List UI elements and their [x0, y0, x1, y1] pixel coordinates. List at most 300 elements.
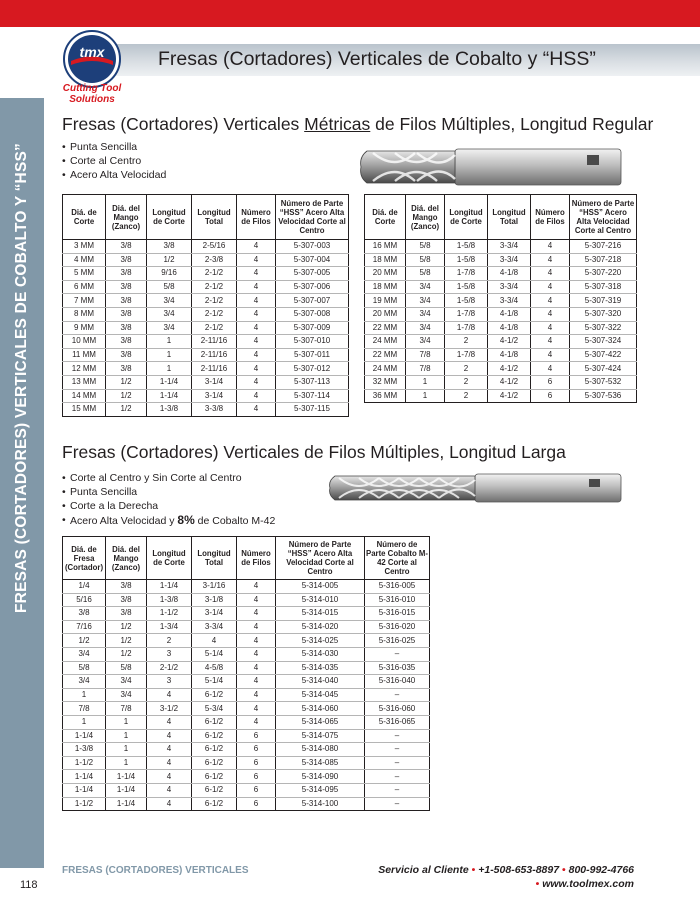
tmx-logo-icon: [63, 30, 121, 88]
table-cell: 5-314-065: [276, 715, 365, 729]
col-header: Longitud Total: [192, 195, 237, 240]
table-cell: 4-5/8: [192, 661, 237, 675]
table-cell: 1-1/4: [106, 770, 147, 784]
table-cell: 2: [445, 375, 488, 389]
table-cell: 6: [237, 756, 276, 770]
col-header: Diá. del Mango (Zanco): [106, 537, 147, 580]
table-cell: 1: [147, 335, 192, 349]
table-cell: 4: [237, 607, 276, 621]
table-cell: 10 MM: [63, 335, 106, 349]
table-cell: 9/16: [147, 267, 192, 281]
table-cell: 5-307-220: [570, 267, 637, 281]
table-row: [63, 729, 430, 743]
table-cell: 3/8: [106, 240, 147, 254]
table-cell: 8 MM: [63, 307, 106, 321]
table-cell: 4: [531, 253, 570, 267]
table-cell: 5/8: [406, 253, 445, 267]
table-cell: 4: [237, 688, 276, 702]
table-cell: 1-1/2: [63, 756, 106, 770]
table-cell: 3-1/16: [192, 580, 237, 594]
section-title-metric: [62, 114, 653, 135]
footer-website-line: [378, 877, 634, 891]
section-title-long: Fresas (Cortadores) Verticales de Filos Múltiples, Longitud Larga: [62, 442, 566, 462]
table-row: [63, 743, 430, 757]
table-row: [63, 240, 349, 254]
table-cell: 3/4: [106, 675, 147, 689]
table-cell: 5-316-015: [365, 607, 430, 621]
table-cell: 1-1/4: [147, 580, 192, 594]
table-cell: 5-307-218: [570, 253, 637, 267]
col-header: Número de Parte “HSS” Acero Alta Velocidad Corte al Centro: [570, 195, 637, 240]
table-cell: 4-1/8: [488, 267, 531, 281]
table-cell: 4: [237, 389, 276, 403]
table-cell: 2-11/16: [192, 362, 237, 376]
table-header-row: [63, 195, 349, 240]
table-cell: 4: [147, 729, 192, 743]
col-header: Diá. del Mango (Zanco): [106, 195, 147, 240]
table-metric-right: [364, 194, 637, 403]
table-cell: 4: [237, 580, 276, 594]
table-cell: 4-1/8: [488, 307, 531, 321]
col-header: Número de Parte “HSS” Acero Alta Velocidad Corte al Centro: [276, 537, 365, 580]
table-cell: 2: [445, 335, 488, 349]
table-cell: 2-3/8: [192, 253, 237, 267]
table-cell: 3: [147, 647, 192, 661]
feature-item: • Punta Sencilla: [62, 485, 275, 499]
table-cell: 2: [445, 362, 488, 376]
table-cell: 1-7/8: [445, 267, 488, 281]
table-cell: 6-1/2: [192, 783, 237, 797]
table-cell: 5-1/4: [192, 675, 237, 689]
table-cell: 6 MM: [63, 280, 106, 294]
table-cell: 5-314-075: [276, 729, 365, 743]
table-cell: 1/2: [63, 634, 106, 648]
col-header: Número de Filos: [237, 195, 276, 240]
table-cell: 1/2: [106, 375, 147, 389]
table-cell: 11 MM: [63, 348, 106, 362]
table-cell: 1: [406, 375, 445, 389]
bullet-separator: •: [535, 878, 540, 890]
table-cell: 1: [406, 389, 445, 403]
table-row: [365, 335, 637, 349]
table-cell: 5-307-536: [570, 389, 637, 403]
table-cell: 1/2: [106, 389, 147, 403]
table-cell: 19 MM: [365, 294, 406, 308]
table-row: [365, 362, 637, 376]
feature-item: • Acero Alta Velocidad: [62, 168, 166, 182]
table-header-row: [63, 537, 430, 580]
table-cell: 5-314-030: [276, 647, 365, 661]
table-cell: 5-314-085: [276, 756, 365, 770]
brand-line-1: Cutting Tool: [62, 83, 122, 94]
table-cell: 2-1/2: [192, 294, 237, 308]
table-cell: 4: [237, 702, 276, 716]
table-cell: 4: [237, 335, 276, 349]
table-cell: 3/8: [63, 607, 106, 621]
table-header-row: [365, 195, 637, 240]
table-cell: 5-307-010: [276, 335, 349, 349]
table-cell: 3/4: [147, 321, 192, 335]
feature-item: • Corte a la Derecha: [62, 499, 275, 513]
table-cell: 3/8: [106, 253, 147, 267]
table-cell: 5-316-010: [365, 593, 430, 607]
table-cell: 5-307-006: [276, 280, 349, 294]
table-cell: 1: [106, 715, 147, 729]
table-cell: 6: [237, 770, 276, 784]
table-cell: –: [365, 783, 430, 797]
table-cell: 4: [531, 321, 570, 335]
table-cell: 5-316-020: [365, 620, 430, 634]
table-cell: –: [365, 729, 430, 743]
table-cell: 3/4: [63, 675, 106, 689]
table-cell: 3/4: [106, 688, 147, 702]
table-cell: 1-1/4: [63, 729, 106, 743]
table-cell: 4-1/2: [488, 375, 531, 389]
phone-number: 800-992-4766: [568, 864, 634, 876]
table-cell: 3/8: [106, 362, 147, 376]
table-cell: 2-1/2: [147, 661, 192, 675]
section2-features: [62, 471, 275, 528]
table-cell: 5-316-025: [365, 634, 430, 648]
table-cell: 5-307-113: [276, 375, 349, 389]
table-cell: 4: [237, 267, 276, 281]
table-cell: 6-1/2: [192, 715, 237, 729]
table-cell: 4: [147, 756, 192, 770]
table-cell: 6-1/2: [192, 770, 237, 784]
table-row: [63, 280, 349, 294]
table-cell: 7 MM: [63, 294, 106, 308]
table-cell: 3-3/4: [192, 620, 237, 634]
table-row: [63, 756, 430, 770]
table-cell: 5-307-003: [276, 240, 349, 254]
table-cell: 3/8: [106, 267, 147, 281]
table-cell: 5-307-004: [276, 253, 349, 267]
table-cell: 1-3/4: [147, 620, 192, 634]
table-cell: 5-307-216: [570, 240, 637, 254]
bullet-separator: •: [562, 864, 566, 876]
table-cell: –: [365, 797, 430, 811]
table-cell: 5-316-035: [365, 661, 430, 675]
table-cell: 1/4: [63, 580, 106, 594]
table-cell: 5-3/4: [192, 702, 237, 716]
table-cell: 1-5/8: [445, 240, 488, 254]
table-cell: 3/4: [406, 335, 445, 349]
sidebar-label: FRESAS (CORTADORES) VERTICALES DE COBALTO Y “HSS”: [13, 143, 30, 613]
table-row: [63, 321, 349, 335]
table-cell: 1-1/4: [147, 375, 192, 389]
table-cell: 3/4: [147, 294, 192, 308]
table-metric-left: [62, 194, 349, 417]
table-cell: 4: [237, 715, 276, 729]
table-cell: 6-1/2: [192, 729, 237, 743]
table-row: [365, 294, 637, 308]
table-cell: 3/4: [406, 307, 445, 321]
table-cell: 4: [192, 634, 237, 648]
table-cell: 6-1/2: [192, 688, 237, 702]
table-row: [63, 375, 349, 389]
table-row: [365, 348, 637, 362]
table-cell: 4: [237, 675, 276, 689]
table-cell: 5-307-322: [570, 321, 637, 335]
table-cell: 1/2: [106, 634, 147, 648]
table-cell: 3 MM: [63, 240, 106, 254]
table-row: [63, 607, 430, 621]
table-cell: 4: [237, 240, 276, 254]
table-cell: 4: [531, 280, 570, 294]
table-cell: 4: [147, 783, 192, 797]
table-row: [63, 348, 349, 362]
table-cell: 5-314-020: [276, 620, 365, 634]
table-cell: 5-314-035: [276, 661, 365, 675]
table-row: [63, 294, 349, 308]
table-cell: 3/4: [406, 294, 445, 308]
table-row: [365, 240, 637, 254]
table-cell: 4: [237, 321, 276, 335]
table-cell: 5-1/4: [192, 647, 237, 661]
table-row: [365, 307, 637, 321]
table-cell: 6-1/2: [192, 797, 237, 811]
section1-title-underlined: Métricas: [304, 114, 371, 134]
table-cell: –: [365, 756, 430, 770]
table-cell: 24 MM: [365, 335, 406, 349]
table-cell: 7/8: [406, 348, 445, 362]
table-cell: 5-314-015: [276, 607, 365, 621]
table-cell: 5-307-320: [570, 307, 637, 321]
table-cell: 3/8: [106, 607, 147, 621]
table-cell: 5/8: [406, 267, 445, 281]
table-cell: 3/4: [147, 307, 192, 321]
table-row: [63, 335, 349, 349]
website-link[interactable]: www.toolmex.com: [542, 878, 634, 890]
table-row: [63, 389, 349, 403]
table-row: [63, 580, 430, 594]
col-header: Número de Filos: [237, 537, 276, 580]
col-header: Diá. de Fresa (Cortador): [63, 537, 106, 580]
top-red-bar: [0, 0, 700, 27]
table-cell: 3: [147, 675, 192, 689]
table-cell: 5/8: [147, 280, 192, 294]
table-cell: 1-7/8: [445, 307, 488, 321]
table-cell: 3/4: [406, 280, 445, 294]
table-cell: 5-307-009: [276, 321, 349, 335]
table-row: [63, 688, 430, 702]
table-cell: 4: [531, 362, 570, 376]
table-row: [365, 280, 637, 294]
table-cell: 5/16: [63, 593, 106, 607]
section1-title-part3: de Filos Múltiples, Longitud Regular: [370, 114, 654, 134]
table-cell: 5-314-045: [276, 688, 365, 702]
col-header: Diá. del Mango (Zanco): [406, 195, 445, 240]
feature-item: • Corte al Centro y Sin Corte al Centro: [62, 471, 275, 485]
col-header: Número de Parte Cobalto M-42 Corte al Centro: [365, 537, 430, 580]
table-cell: 5-314-010: [276, 593, 365, 607]
table-cell: 2-1/2: [192, 307, 237, 321]
table-cell: 4: [147, 770, 192, 784]
table-row: [365, 321, 637, 335]
table-cell: 5-316-005: [365, 580, 430, 594]
table-cell: 4: [237, 647, 276, 661]
table-row: [365, 267, 637, 281]
logo-text: tmx: [79, 44, 105, 60]
table-cell: 13 MM: [63, 375, 106, 389]
table-cell: 3-1/8: [192, 593, 237, 607]
table-cell: 2: [147, 634, 192, 648]
table-cell: 5-314-040: [276, 675, 365, 689]
table-cell: 4: [237, 403, 276, 417]
table-cell: 4: [237, 375, 276, 389]
table-cell: –: [365, 770, 430, 784]
table-cell: 1-7/8: [445, 348, 488, 362]
table-cell: 3/8: [106, 580, 147, 594]
table-cell: 9 MM: [63, 321, 106, 335]
table-cell: 5-307-422: [570, 348, 637, 362]
table-cell: 3/8: [106, 593, 147, 607]
table-row: [63, 770, 430, 784]
table-cell: 4: [237, 661, 276, 675]
table-cell: 1-1/4: [63, 783, 106, 797]
table-cell: 3/8: [106, 348, 147, 362]
col-header: Diá. de Corte: [365, 195, 406, 240]
table-cell: 36 MM: [365, 389, 406, 403]
table-cell: 4: [531, 294, 570, 308]
table-cell: 20 MM: [365, 267, 406, 281]
col-header: Longitud de Corte: [147, 195, 192, 240]
table-cell: 1-1/2: [63, 797, 106, 811]
table-cell: 1-1/4: [63, 770, 106, 784]
table-cell: 3-3/4: [488, 280, 531, 294]
table-row: [63, 593, 430, 607]
table-cell: 5-307-115: [276, 403, 349, 417]
end-mill-regular-icon: [355, 141, 625, 191]
table-row: [63, 403, 349, 417]
table-cell: 5-314-100: [276, 797, 365, 811]
table-cell: 5-314-025: [276, 634, 365, 648]
table-cell: 4: [237, 593, 276, 607]
table-cell: 2-11/16: [192, 348, 237, 362]
table-cell: 2: [445, 389, 488, 403]
table-cell: 5-307-324: [570, 335, 637, 349]
table-cell: 1-1/4: [106, 797, 147, 811]
table-cell: 3-1/4: [192, 389, 237, 403]
col-header: Longitud de Corte: [147, 537, 192, 580]
footer-section-label: FRESAS (CORTADORES) VERTICALES: [62, 865, 249, 876]
table-cell: 3/8: [147, 240, 192, 254]
table-cell: 4: [147, 688, 192, 702]
table-cell: 3-1/4: [192, 607, 237, 621]
table-cell: 3-3/8: [192, 403, 237, 417]
table-row: [63, 702, 430, 716]
table-cell: 6: [237, 743, 276, 757]
table-cell: 4-1/8: [488, 321, 531, 335]
table-cell: 5/8: [63, 661, 106, 675]
table-cell: 16 MM: [365, 240, 406, 254]
table-cell: 3-3/4: [488, 253, 531, 267]
table-cell: 5-316-040: [365, 675, 430, 689]
table-cell: –: [365, 647, 430, 661]
table-cell: 5/8: [106, 661, 147, 675]
table-cell: 2-11/16: [192, 335, 237, 349]
table-cell: 4-1/2: [488, 362, 531, 376]
table-cell: 4: [237, 348, 276, 362]
table-cell: 5-307-532: [570, 375, 637, 389]
table-cell: –: [365, 688, 430, 702]
table-row: [63, 647, 430, 661]
table-cell: 24 MM: [365, 362, 406, 376]
table-cell: 5-307-008: [276, 307, 349, 321]
table-cell: 5-307-319: [570, 294, 637, 308]
section1-title-part1: Fresas (Cortadores) Verticales: [62, 114, 305, 134]
table-cell: 3-1/4: [192, 375, 237, 389]
end-mill-long-icon: [325, 468, 625, 508]
table-cell: 4: [531, 307, 570, 321]
table-cell: 5-307-011: [276, 348, 349, 362]
table-cell: 1-1/4: [106, 783, 147, 797]
table-cell: 4: [531, 267, 570, 281]
table-cell: 5-307-007: [276, 294, 349, 308]
table-cell: 5/8: [406, 240, 445, 254]
table-cell: 4: [237, 620, 276, 634]
table-cell: 4-1/8: [488, 348, 531, 362]
table-cell: 1-7/8: [445, 321, 488, 335]
table-cell: 6: [531, 389, 570, 403]
table-cell: 1: [106, 756, 147, 770]
table-cell: 5-314-095: [276, 783, 365, 797]
table-cell: 7/8: [63, 702, 106, 716]
table-cell: 14 MM: [63, 389, 106, 403]
table-row: [63, 253, 349, 267]
table-cell: 5-307-318: [570, 280, 637, 294]
table-cell: 1-3/8: [63, 743, 106, 757]
table-cell: 4: [237, 294, 276, 308]
table-cell: 5-314-060: [276, 702, 365, 716]
table-cell: 5-307-114: [276, 389, 349, 403]
table-cell: 18 MM: [365, 280, 406, 294]
table-cell: 1: [63, 688, 106, 702]
table-cell: 6-1/2: [192, 756, 237, 770]
table-cell: 32 MM: [365, 375, 406, 389]
table-cell: 6-1/2: [192, 743, 237, 757]
table-cell: 5-307-424: [570, 362, 637, 376]
table-cell: 1-1/2: [147, 607, 192, 621]
table-cell: 5-314-090: [276, 770, 365, 784]
table-cell: 4: [237, 307, 276, 321]
table-cell: 2-1/2: [192, 321, 237, 335]
table-cell: 3/8: [106, 321, 147, 335]
table-cell: 6: [531, 375, 570, 389]
brand-tagline: [52, 83, 132, 105]
phone-number: +1-508-653-8897: [478, 864, 560, 876]
table-row: [63, 797, 430, 811]
table-cell: 4: [147, 743, 192, 757]
table-cell: 2-1/2: [192, 280, 237, 294]
table-cell: 1: [147, 362, 192, 376]
table-cell: 4: [147, 715, 192, 729]
table-cell: 1/2: [106, 403, 147, 417]
brand-line-2: Solutions: [69, 94, 115, 105]
table-cell: 4-1/2: [488, 389, 531, 403]
table-row: [365, 389, 637, 403]
table-cell: 7/8: [406, 362, 445, 376]
feature-item-cobalt: [62, 513, 275, 528]
table-cell: 15 MM: [63, 403, 106, 417]
table-cell: 4 MM: [63, 253, 106, 267]
table-cell: 22 MM: [365, 321, 406, 335]
table-cell: 6: [237, 783, 276, 797]
table-cell: 3/8: [106, 294, 147, 308]
table-cell: 22 MM: [365, 348, 406, 362]
table-cell: 3/4: [63, 647, 106, 661]
table-cell: 5-307-005: [276, 267, 349, 281]
